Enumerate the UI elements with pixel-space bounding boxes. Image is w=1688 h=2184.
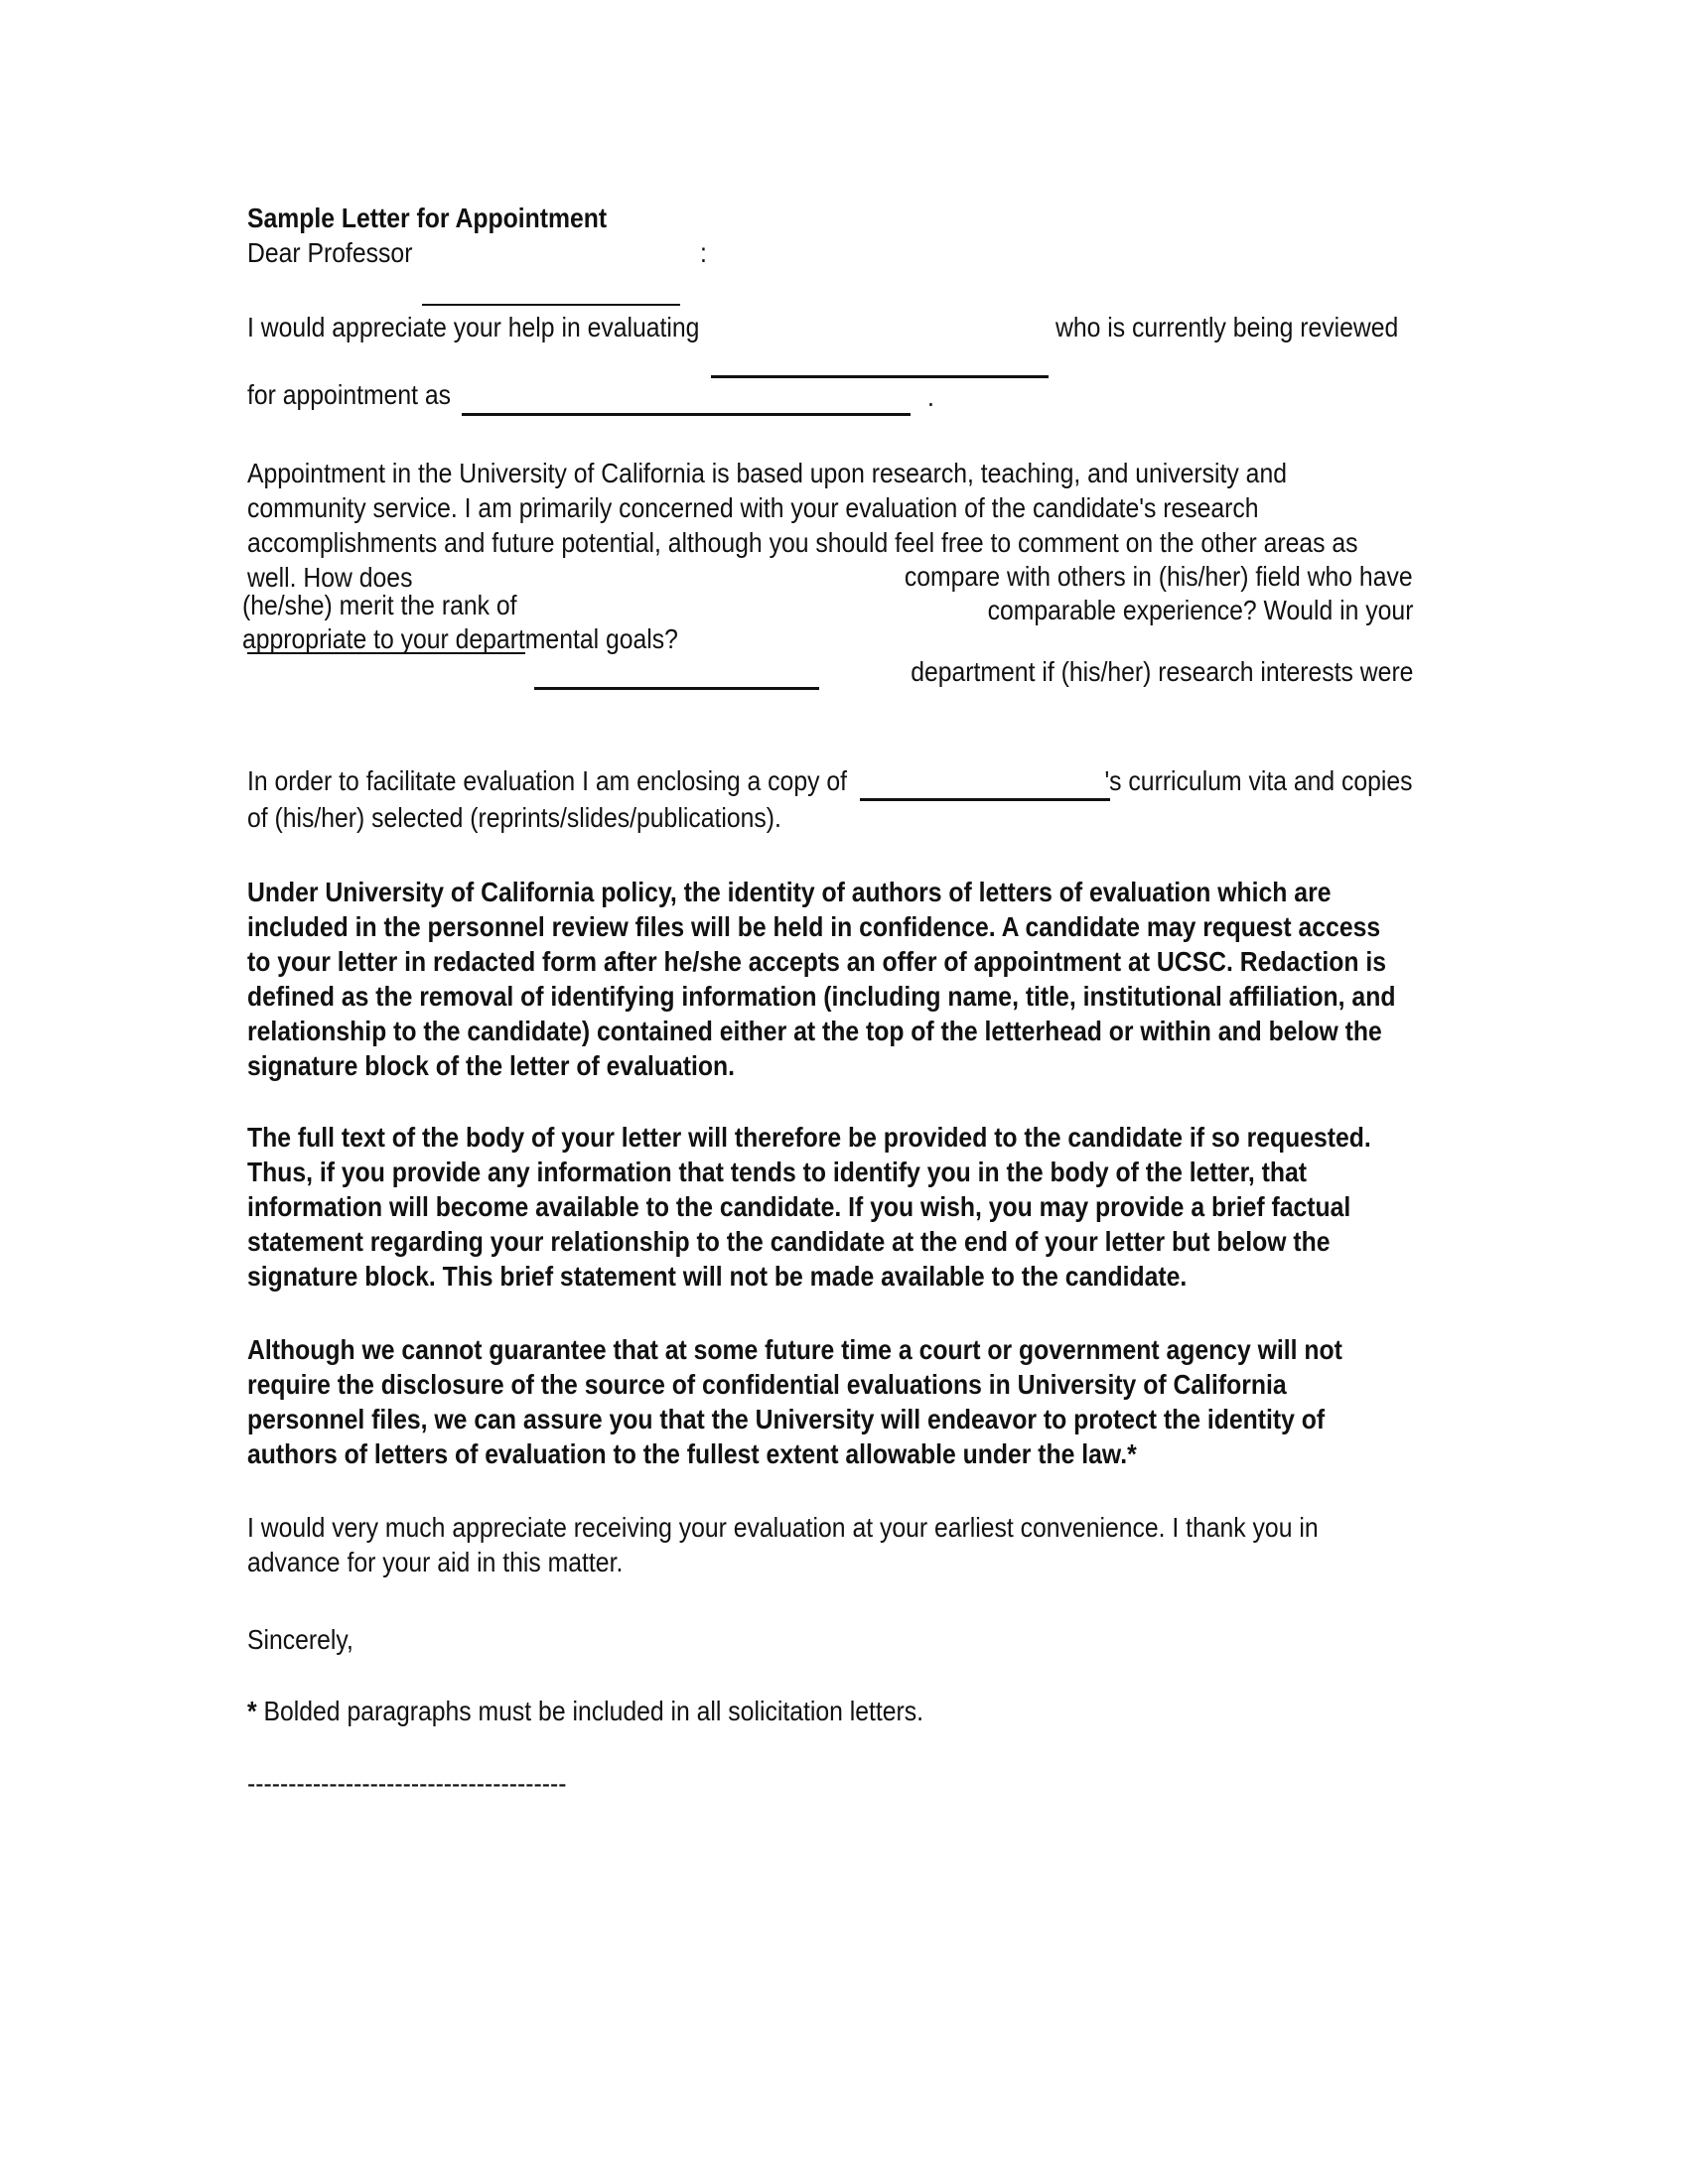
candidate-name-blank-2 <box>860 798 1110 801</box>
letter-title: Sample Letter for Appointment <box>247 203 608 233</box>
evaluating-line-start: I would appreciate your help in evaluating <box>247 312 700 342</box>
footnote-text: Bolded paragraphs must be included in all solicitation letters. <box>256 1696 924 1726</box>
salutation: Dear Professor <box>247 237 413 268</box>
evaluating-line-end: who is currently being reviewed <box>1055 312 1399 342</box>
enclosing-line-end: 's curriculum vita and copies <box>1104 765 1413 796</box>
rank-blank <box>534 687 819 690</box>
compare-line-1: compare with others in (his/her) field who have <box>905 561 1413 592</box>
salutation-colon: : <box>700 237 707 268</box>
enclosing-line-start: In order to facilitate evaluation I am enclosing a copy of <box>247 765 847 796</box>
position-blank <box>462 413 911 416</box>
merit-line: (he/she) merit the rank of <box>242 590 517 620</box>
appropriate-underline <box>247 652 525 654</box>
dash-separator: --------------------------------------- <box>247 1768 567 1799</box>
confidentiality-paragraph: Under University of California policy, the identity of authors of letters of evaluation which are included in the personnel review files will be held in confidence. A candidate may request access to your letter in redacted form after he/she accepts an offer of appointment at UCSC. Redaction is defined as the removal of identifying information (including name, title, institutional affiliation, and relationship to the candidate) contained either at the top of the letterhead or within and below the signature block of the letter of evaluation. <box>247 877 1396 1081</box>
appropriate-line: appropriate to your departmental goals? <box>242 623 678 654</box>
department-line: department if (his/her) research interests were <box>910 656 1413 687</box>
professor-name-blank <box>422 304 680 306</box>
enclosing-line-2: of (his/her) selected (reprints/slides/publications). <box>247 802 781 833</box>
disclosure-paragraph: Although we cannot guarantee that at some future time a court or government agency will not require the disclosure of the source of confidential evaluations in University of California personnel files, we can assure you that the University will endeavor to protect the identity of authors of letters of evaluation to the fullest extent allowable under the law.* <box>247 1334 1342 1469</box>
footnote <box>247 1694 923 1728</box>
candidate-name-blank <box>711 375 1049 378</box>
compare-line-2: comparable experience? Would in your <box>987 595 1413 625</box>
paragraph-appointment-criteria: Appointment in the University of California is based upon research, teaching, and university and community service. I am primarily concerned with your evaluation of the candidate's research accomplishments and future potential, although you should feel free to comment on the other areas as well. How does <box>247 458 1358 593</box>
redaction-paragraph: The full text of the body of your letter will therefore be provided to the candidate if so requested. Thus, if you provide any information that tends to identify you in the body of the letter, that information will become available to the candidate. If you wish, you may provide a brief factual statement regarding your relationship to the candidate at the end of your letter but below the signature block. This brief statement will not be made available to the candidate. <box>247 1122 1371 1292</box>
footnote-star: * <box>247 1696 257 1726</box>
appointment-line-start: for appointment as <box>247 379 452 410</box>
appointment-line-period: . <box>927 381 934 412</box>
closing-paragraph: I would very much appreciate receiving your evaluation at your earliest convenience. I thank you in advance for your aid in this matter. <box>247 1512 1319 1577</box>
sign-off: Sincerely, <box>247 1624 353 1655</box>
